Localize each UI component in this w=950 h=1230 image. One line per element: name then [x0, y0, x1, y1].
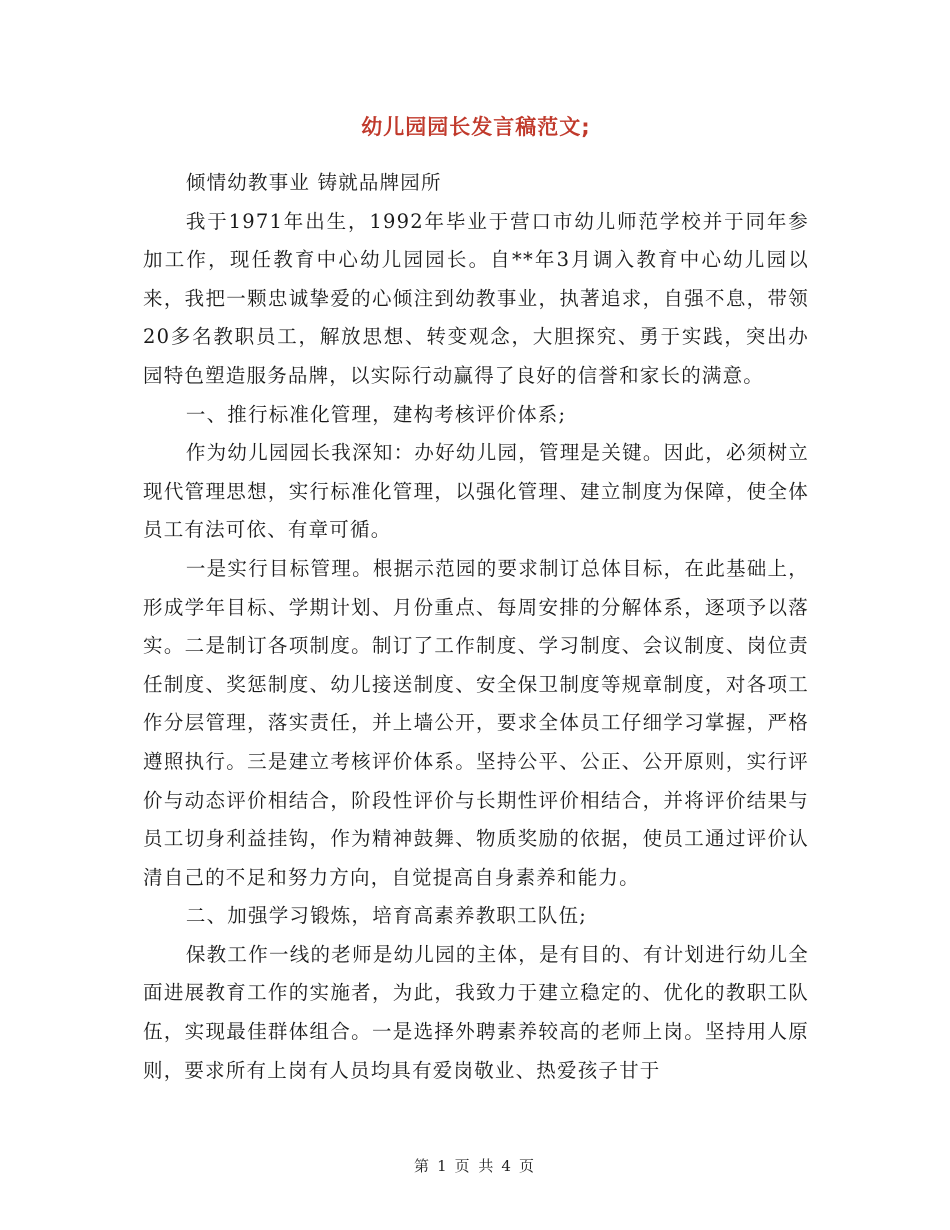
- paragraph-staff: 保教工作一线的老师是幼儿园的主体，是有目的、有计划进行幼儿全面进展教育工作的实施者，为此，我致力于建立稳定的、优化的教职工队伍，实现最佳群体组合。一是选择外聘素养较高的老师上岗。坚持用人原则，要求所有上岗有人员均具有爱岗敬业、热爱孩子甘于: [143, 942, 809, 1082]
- document-page: [143, 108, 809, 1090]
- document-title: 幼儿园园长发言稿范文;: [361, 115, 591, 139]
- paragraph-subtitle: 倾情幼教事业 铸就品牌园所: [185, 171, 442, 194]
- section-heading-1: 一、推行标准化管理，建构考核评价体系;: [185, 402, 567, 426]
- page-footer: [0, 1155, 950, 1176]
- paragraph-intro: 我于1971年出生，1992年毕业于营口市幼儿师范学校并于同年参加工作，现任教育中心幼儿园园长。自**年3月调入教育中心幼儿园以来，我把一颗忠诚挚爱的心倾注到幼教事业，执著追求，自强不息，带领 20多名教职员工，解放思想、转变观念，大胆探究、勇于实践，突出办园特色塑造服务品牌，以实际行动赢得了良好的信誉和家长的满意。: [143, 209, 809, 387]
- footer-mid: 页 共: [454, 1157, 496, 1175]
- paragraph-measures: 一是实行目标管理。根据示范园的要求制订总体目标，在此基础上，形成学年目标、学期计划、月份重点、每周安排的分解体系，逐项予以落实。二是制订各项制度。制订了工作制度、学习制度、会议制度、岗位责任制度、奖惩制度、幼儿接送制度、安全保卫制度等规章制度，对各项工作分层管理，落实责任，并上墙公开，要求全体员工仔细学习掌握，严格遵照执行。三是建立考核评价体系。坚持公平、公正、公开原则，实行评价与动态评价相结合，阶段性评价与长期性评价相结合，并将评价结果与员工切身利益挂钩，作为精神鼓舞、物质奖励的依据，使员工通过评价认清自己的不足和努力方向，自觉提高自身素养和能力。: [143, 556, 809, 889]
- section-heading-2: 二、加强学习锻炼，培育高素养教职工队伍;: [185, 904, 587, 928]
- footer-page-number: 1: [437, 1157, 449, 1175]
- paragraph-management: 作为幼儿园园长我深知：办好幼儿园，管理是关键。因此，必须树立现代管理思想，实行标准化管理，以强化管理、建立制度为保障，使全体员工有法可依、有章可循。: [143, 441, 809, 542]
- footer-prefix: 第: [414, 1157, 432, 1175]
- footer-suffix: 页: [518, 1157, 536, 1175]
- footer-total-pages: 4: [501, 1157, 513, 1175]
